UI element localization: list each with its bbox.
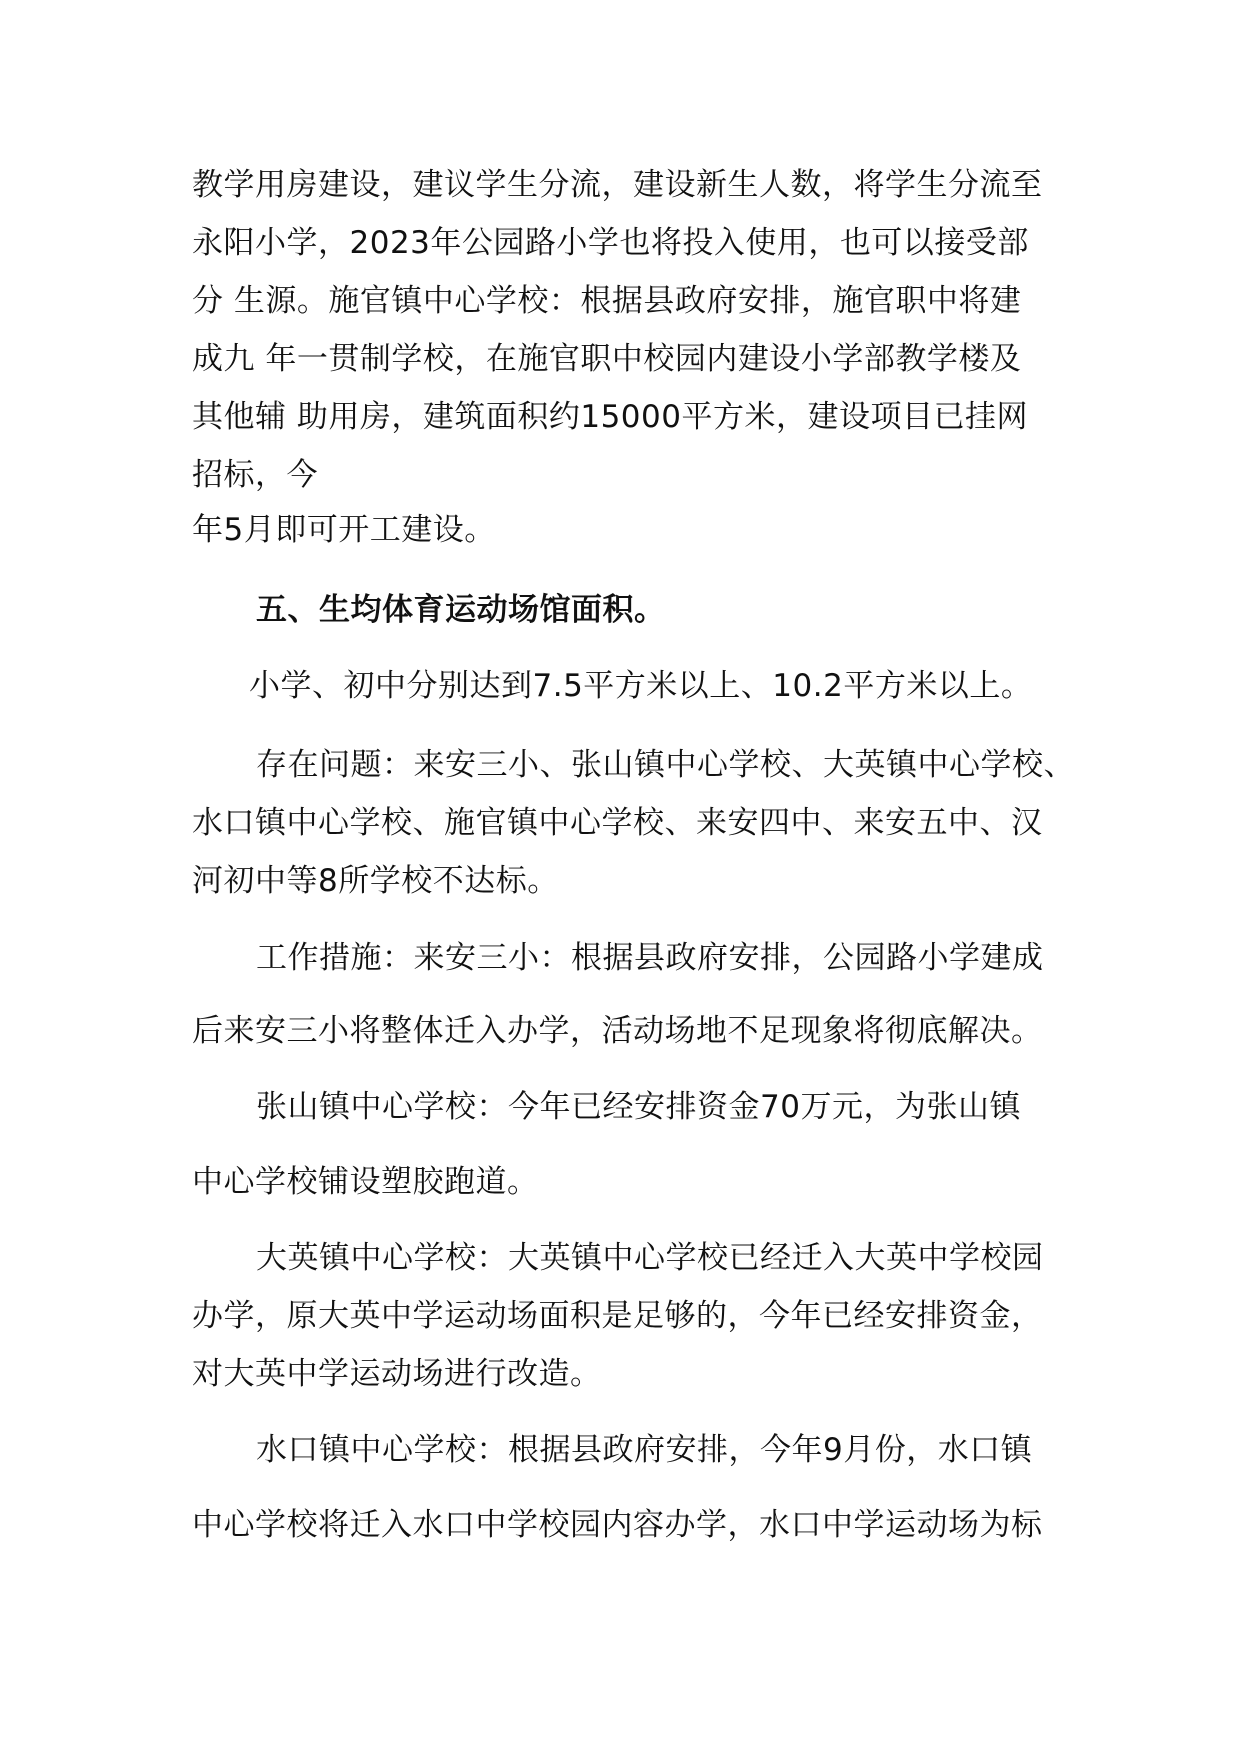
text-line: 存在问题：来安三小、张山镇中心学校、大英镇中心学校、 bbox=[256, 747, 1075, 783]
text-line: 其他辅 助用房，建筑面积约15000平方米，建设项目已挂网 bbox=[192, 399, 1028, 435]
text-line: 中心学校铺设塑胶跑道。 bbox=[192, 1164, 539, 1200]
text-line: 小学、初中分别达到7.5平方米以上、10.2平方米以上。 bbox=[249, 668, 1033, 704]
text-line: 成九 年一贯制学校，在施官职中校园内建设小学部教学楼及 bbox=[192, 341, 1022, 377]
text-line: 永阳小学，2023年公园路小学也将投入使用，也可以接受部 bbox=[192, 225, 1029, 261]
text-line: 教学用房建设，建议学生分流，建设新生人数，将学生分流至 bbox=[192, 167, 1043, 203]
text-line: 张山镇中心学校：今年已经安排资金70万元，为张山镇 bbox=[256, 1089, 1021, 1125]
text-line: 大英镇中心学校：大英镇中心学校已经迁入大英中学校园 bbox=[256, 1240, 1044, 1276]
text-line: 水口镇中心学校、施官镇中心学校、来安四中、来安五中、汉 bbox=[192, 805, 1043, 841]
text-line: 分 生源。施官镇中心学校：根据县政府安排，施官职中将建 bbox=[192, 283, 1022, 319]
text-line: 办学，原大英中学运动场面积是足够的，今年已经安排资金， bbox=[192, 1298, 1043, 1334]
text-line: 水口镇中心学校：根据县政府安排，今年9月份，水口镇 bbox=[256, 1432, 1033, 1468]
section-heading: 五、生均体育运动场馆面积。 bbox=[256, 592, 666, 628]
text-line: 招标，今 bbox=[192, 457, 318, 493]
text-line: 后来安三小将整体迁入办学，活动场地不足现象将彻底解决。 bbox=[192, 1013, 1043, 1049]
text-line: 工作措施：来安三小：根据县政府安排，公园路小学建成 bbox=[256, 940, 1044, 976]
text-line: 中心学校将迁入水口中学校园内容办学，水口中学运动场为标 bbox=[192, 1507, 1043, 1543]
text-line: 年5月即可开工建设。 bbox=[192, 512, 496, 548]
text-line: 河初中等8所学校不达标。 bbox=[192, 863, 559, 899]
text-line: 对大英中学运动场进行改造。 bbox=[192, 1356, 602, 1392]
